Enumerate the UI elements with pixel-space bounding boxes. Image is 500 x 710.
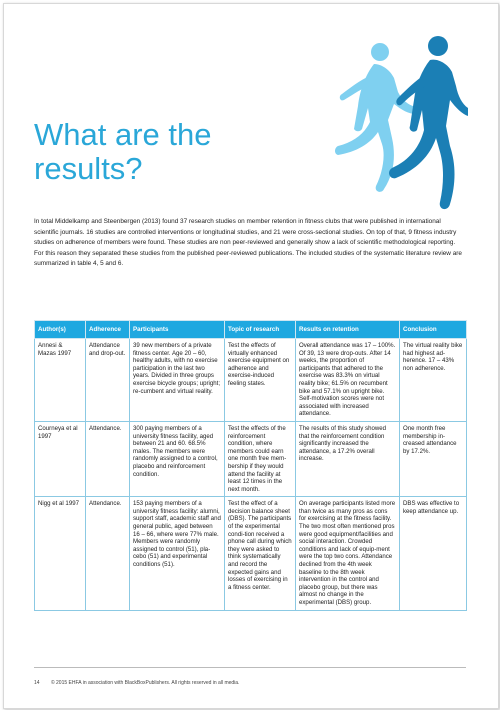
page-number: 14 bbox=[34, 680, 40, 686]
cell-participants: 39 new members of a private fitness center. Age 20 – 60, healthy adults, with no exercise participation in the last two years. Divided in three groups exercise bicycle groups; upright; re-cumbent and virtual reality. bbox=[130, 339, 225, 422]
runner-dark-icon bbox=[389, 36, 468, 209]
header-conclusion: Conclusion bbox=[400, 321, 467, 339]
cell-author: Nigg et al 1997 bbox=[35, 497, 86, 610]
cell-adherence: Attendance. bbox=[86, 497, 130, 610]
table-row bbox=[35, 339, 467, 422]
cell-participants: 153 paying members of a university fitness facility: alumni, support staff, academic staff and general public, aged between 16 – 66, where were 77% male. Members were randomly assigned to control (51), pla-cebo (51) and experimental conditions (51). bbox=[130, 497, 225, 610]
table-row bbox=[35, 497, 467, 610]
header-author: Author(s) bbox=[35, 321, 86, 339]
cell-results: On average participants listed more than twice as many pros as cons for exercising at the fitness facility. The two most often mentioned pros were good equipment/facilities and social interaction. Crowded conditions and lack of equip-ment were the top two cons. Attendance declined from the 4th week baseline to the 8th week intervention in the control and placebo group, but there was almost no change in the experimental (DBS) group. bbox=[296, 497, 400, 610]
studies-table bbox=[34, 320, 467, 611]
cell-adherence: Attendance and drop-out. bbox=[86, 339, 130, 422]
page-title bbox=[34, 118, 294, 186]
intro-paragraph: In total Middelkamp and Steenbergen (2013) found 37 research studies on member retention in fitness clubs that were published in international scientific journals. 16 studies are controlled interventions or longitudinal studies, and 21 were cross-sectional studies. On top of that, 9 fitness industry studies on adherence of members were found. These studies are non peer-reviewed and generally show a lack of scientific methodological reporting. For this reason they separated these studies from the published peer-reviewed publications. The included studies of the systematic literature review are summarized in table 4, 5 and 6. bbox=[34, 218, 462, 268]
cell-author: Courneya et al 1997 bbox=[35, 421, 86, 496]
cell-conclusion: One month free membership in-creased attendance by 17.2%. bbox=[400, 421, 467, 496]
table-header-row bbox=[35, 321, 467, 339]
table-row bbox=[35, 421, 467, 496]
header-adherence: Adherence bbox=[86, 321, 130, 339]
title-line-2: results? bbox=[34, 151, 143, 186]
cell-participants: 300 paying members of a university fitness facility, aged between 21 and 60. 68.5% males. The members were randomly assigned to a control, placebo and reinforcement condition. bbox=[130, 421, 225, 496]
header-topic: Topic of research bbox=[225, 321, 296, 339]
title-line-1: What are the bbox=[34, 117, 212, 152]
cell-topic: Test the effect of a decision balance sheet (DBS). The participants of the experimental condi-tion received a phone call during which they were asked to think systematically and record the expected gains and losses of exercising in a fitness center. bbox=[225, 497, 296, 610]
runners-illustration bbox=[298, 34, 468, 216]
footer-divider bbox=[34, 667, 466, 668]
page-footer bbox=[34, 680, 239, 686]
cell-conclusion: The virtual reality bike had highest ad-herence. 17 – 43% non adherence. bbox=[400, 339, 467, 422]
header-participants: Participants bbox=[130, 321, 225, 339]
cell-topic: Test the effects of the reinforcement condition, where members could earn one month free mem-bership if they would attend the facility at least 12 times in the next month. bbox=[225, 421, 296, 496]
cell-results: Overall attendance was 17 – 100%. Of 39, 13 were drop-outs. After 14 weeks, the proportion of participants that adhered to the exercise was 83.3% on virtual reality bike; 61.5% on recumbent bike and 57.1% on upright bike. Self-motivation scores were not associated with increased attendance. bbox=[296, 339, 400, 422]
copyright-text: © 2015 EHFA in association with BlackBoxPublishers. All rights reserved in all media. bbox=[50, 680, 240, 686]
cell-adherence: Attendance. bbox=[86, 421, 130, 496]
header-results: Results on retention bbox=[296, 321, 400, 339]
cell-results: The results of this study showed that the reinforcement condition significantly increased the attendance, a 17.2% overall increase. bbox=[296, 421, 400, 496]
cell-conclusion: DBS was effective to keep attendance up. bbox=[400, 497, 467, 610]
cell-topic: Test the effects of virtually enhanced exercise equipment on adherence and exercise-induced feeling states. bbox=[225, 339, 296, 422]
cell-author: Annesi & Mazas 1997 bbox=[35, 339, 86, 422]
